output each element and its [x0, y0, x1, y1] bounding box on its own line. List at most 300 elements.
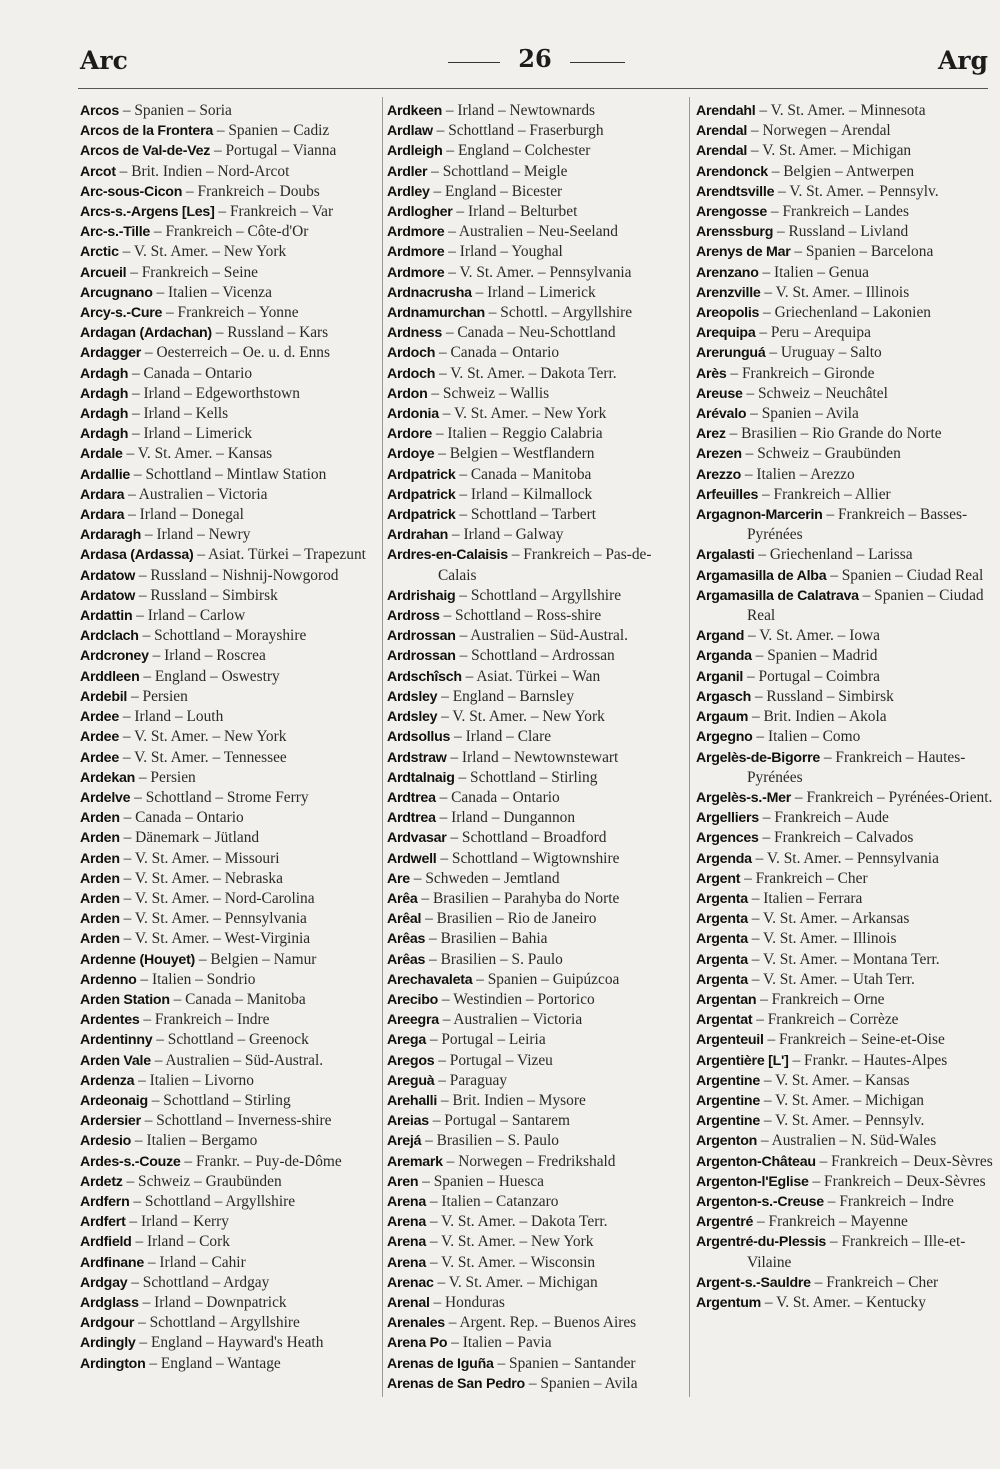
entry-location: – Canada – Ontario [435, 788, 560, 806]
entry-headword: Argenta [696, 951, 748, 968]
gazetteer-entry [696, 283, 992, 303]
entry-headword: Argalasti [696, 547, 755, 564]
entry-location: – Honduras [429, 1293, 505, 1311]
gazetteer-entry [696, 263, 992, 283]
gazetteer-entry [387, 303, 683, 323]
entry-location: – Spanien – Cadiz [212, 122, 330, 140]
entry-headword: Ardatow [80, 567, 135, 584]
gazetteer-entry [696, 1071, 992, 1091]
gazetteer-entry [387, 1030, 683, 1050]
gazetteer-entry [696, 404, 992, 424]
gazetteer-entry [696, 1192, 992, 1212]
entry-location: – Italien – Livorno [134, 1071, 254, 1089]
entry-headword: Areuse [696, 385, 743, 402]
entry-location: – Italien – Reggio Calabria [432, 425, 603, 443]
entry-location: – Norwegen – Fredrikshald [442, 1152, 616, 1170]
entry-location: – Griechenland – Lakonien [759, 304, 931, 322]
entry-location: – Schottland – Stirling [147, 1091, 291, 1109]
entry-location: – Schottland – Morayshire [138, 627, 307, 645]
entry-location: – Griechenland – Larissa [754, 546, 913, 564]
gazetteer-entry [80, 1010, 378, 1030]
gazetteer-entry [80, 970, 378, 990]
entry-headword: Ardleigh [387, 143, 443, 160]
entry-headword: Ardelve [80, 789, 131, 806]
entry-location: – V. St. Amer. – Iowa [744, 627, 880, 645]
entry-location: – V. St. Amer. – Pennsylvania [444, 263, 632, 281]
gazetteer-entry [696, 929, 992, 949]
gazetteer-entry [696, 101, 992, 121]
entry-location: – England – Wantage [145, 1354, 281, 1372]
column-1 [80, 101, 378, 1374]
entry-location: – Russland – Livland [773, 223, 909, 241]
entry-location: – Irland – Newry [141, 526, 251, 544]
entry-location: – V. St. Amer. – Kansas [759, 1071, 910, 1089]
entry-location: – Canada – Manitoba [169, 990, 306, 1008]
gazetteer-entry [80, 263, 378, 283]
entry-location: – Portugal – Coimbra [743, 667, 880, 685]
entry-location: – England – Hayward's Heath [135, 1334, 324, 1352]
entry-headword: Ardenno [80, 971, 137, 988]
entry-headword: Ardmore [387, 264, 445, 281]
entry-headword: Ardattin [80, 608, 133, 625]
entry-headword: Arden [80, 890, 120, 907]
entry-headword: Arc-s.-Tille [80, 224, 151, 241]
entry-location: – Irland – Donegal [124, 506, 244, 524]
entry-headword: Ardentes [80, 1012, 140, 1029]
entry-headword: Ardcroney [80, 648, 149, 665]
gazetteer-entry [80, 141, 378, 161]
gazetteer-entry [696, 788, 992, 808]
gazetteer-entry [696, 465, 992, 485]
entry-location: – Brasilien – Bahia [425, 930, 548, 948]
gazetteer-entry [387, 788, 683, 808]
entry-location: – Italien – Arezzo [741, 465, 855, 483]
entry-headword: Ardtrea [387, 810, 436, 827]
entry-headword: Ardenne (Houyet) [80, 951, 196, 968]
gazetteer-entry [696, 424, 992, 444]
gazetteer-entry [80, 444, 378, 464]
entry-location: – Brasilien – Parahyba do Norte [417, 889, 620, 907]
gazetteer-entry [80, 566, 378, 586]
entry-headword: Arezzo [696, 466, 742, 483]
entry-location: – Frankreich – Deux-Sèvres [808, 1172, 986, 1190]
entry-location: – Frankreich – Ille-et-Vilaine [747, 1233, 966, 1271]
entry-headword: Argamasilla de Alba [696, 567, 827, 584]
gazetteer-entry [696, 1030, 992, 1050]
entry-headword: Ardfinane [80, 1254, 144, 1271]
gazetteer-entry [387, 202, 683, 222]
entry-headword: Arenal [387, 1294, 430, 1311]
gazetteer-entry [387, 444, 683, 464]
entry-location: – V. St. Amer. – Nebraska [119, 869, 283, 887]
entry-location: – V. St. Amer. – Missouri [119, 849, 280, 867]
entry-headword: Ardagh [80, 385, 129, 402]
entry-headword: Arddleen [80, 668, 140, 685]
entry-location: – Persien [135, 768, 196, 786]
gazetteer-entry [696, 343, 992, 363]
entry-headword: Ardclach [80, 628, 139, 645]
entry-headword: Aremark [387, 1153, 443, 1170]
entry-headword: Ardmore [387, 224, 445, 241]
entry-location: – V. St. Amer. – Wisconsin [425, 1253, 596, 1271]
entry-headword: Arena Po [387, 1335, 448, 1352]
gazetteer-entry [387, 869, 683, 889]
entry-headword: Ardness [387, 325, 443, 342]
entry-headword: Arès [696, 365, 727, 382]
gazetteer-entry [80, 1232, 378, 1252]
entry-headword: Ardetz [80, 1173, 123, 1190]
entry-location: – Irland – Limerick [128, 425, 253, 443]
gazetteer-entry [696, 586, 992, 626]
gazetteer-entry [80, 586, 378, 606]
gazetteer-entry [387, 465, 683, 485]
gazetteer-entry [387, 990, 683, 1010]
gazetteer-entry [387, 1172, 683, 1192]
entry-location: – Uruguay – Salto [765, 344, 882, 362]
entry-headword: Ardagh [80, 365, 129, 382]
entry-headword: Ardglass [80, 1294, 139, 1311]
gazetteer-entry [387, 1253, 683, 1273]
entry-headword: Argenta [696, 971, 748, 988]
gazetteer-entry [80, 909, 378, 929]
gazetteer-entry [696, 1010, 992, 1030]
entry-location: – Irland – Kilmallock [455, 485, 593, 503]
entry-headword: Argenton [696, 1133, 758, 1150]
gazetteer-entry [387, 384, 683, 404]
gazetteer-entry [387, 525, 683, 545]
entry-headword: Argenteuil [696, 1032, 764, 1049]
gazetteer-entry [696, 667, 992, 687]
entry-location: – England – Colchester [442, 142, 591, 160]
entry-location: – Schottland – Ardgay [127, 1273, 270, 1291]
gazetteer-entry [696, 202, 992, 222]
gazetteer-entry [80, 1192, 378, 1212]
gazetteer-entry [696, 970, 992, 990]
entry-headword: Arehalli [387, 1092, 438, 1109]
entry-location: – Italien – Vicenza [152, 283, 272, 301]
entry-location: – Frankreich – Cher [810, 1273, 939, 1291]
running-head-right: Arg [937, 46, 988, 75]
entry-location: – Frankreich – Hautes-Pyrénées [747, 748, 966, 786]
entry-headword: Ardore [387, 426, 433, 443]
entry-location: – V. St. Amer. – Arkansas [747, 910, 910, 928]
gazetteer-entry [696, 1172, 992, 1192]
entry-location: – Spanien – Avila [524, 1374, 638, 1392]
gazetteer-entry [696, 849, 992, 869]
entry-location: – Frankreich – Pas-de-Calais [438, 546, 652, 584]
entry-headword: Areias [387, 1113, 429, 1130]
entry-headword: Ardgour [80, 1315, 135, 1332]
entry-headword: Arega [387, 1032, 426, 1049]
entry-location: – Schottland – Mintlaw Station [130, 465, 327, 483]
gazetteer-entry [80, 525, 378, 545]
entry-headword: Ardee [80, 709, 119, 726]
gazetteer-entry [696, 1293, 992, 1313]
entry-headword: Aregos [387, 1052, 435, 1069]
entry-location: – Frankreich – Seine [126, 263, 258, 281]
entry-headword: Arganil [696, 668, 744, 685]
entry-location: – Frankr. – Puy-de-Dôme [180, 1152, 342, 1170]
column-separator [382, 97, 383, 1397]
entry-headword: Ardebil [80, 688, 128, 705]
entry-headword: Arena [387, 1234, 426, 1251]
entry-headword: Arcos [80, 103, 119, 119]
entry-location: – Belgien – Namur [195, 950, 317, 968]
header-divider [78, 88, 988, 89]
entry-headword: Ardtalnaig [387, 769, 455, 786]
entry-headword: Arden Vale [80, 1052, 151, 1069]
entry-headword: Arendal [696, 143, 748, 160]
gazetteer-entry [696, 121, 992, 141]
gazetteer-entry [387, 323, 683, 343]
entry-location: – Irland – Carlow [132, 607, 246, 625]
entry-headword: Arden [80, 830, 120, 847]
entry-location: – Belgien – Antwerpen [767, 162, 915, 180]
entry-location: – V. St. Amer. – Kentucky [761, 1293, 926, 1311]
gazetteer-entry [387, 101, 683, 121]
gazetteer-entry [80, 1172, 378, 1192]
entry-location: – Frankreich – Seine-et-Oise [763, 1031, 945, 1049]
entry-location: – Russland – Kars [211, 324, 329, 342]
gazetteer-entry [696, 222, 992, 242]
entry-headword: Ardler [387, 163, 428, 180]
entry-headword: Argentat [696, 1012, 753, 1029]
entry-location: – Frankreich – Cher [740, 869, 868, 887]
entry-location: – Schottland – Argyllshire [134, 1314, 300, 1332]
entry-location: – Oesterreich – Oe. u. d. Enns [141, 344, 330, 362]
entry-headword: Ardrossan [387, 628, 456, 645]
entry-headword: Arcs-s.-Argens [Les] [80, 204, 215, 221]
entry-headword: Ardpatrick [387, 466, 456, 483]
entry-location: – Russland – Simbirsk [135, 586, 278, 604]
entry-headword: Ardtrea [387, 789, 436, 806]
entry-location: – Irland – Newtownstewart [446, 748, 619, 766]
gazetteer-entry [80, 849, 378, 869]
column-3 [696, 101, 992, 1313]
gazetteer-entry [387, 1354, 683, 1374]
entry-headword: Ardrahan [387, 527, 449, 544]
gazetteer-entry [696, 444, 992, 464]
entry-location: – Irland – Louth [118, 708, 224, 726]
entry-location: – Irland – Downpatrick [138, 1293, 287, 1311]
entry-location: – Schottland – Greenock [152, 1031, 309, 1049]
entry-location: – Frankreich – Allier [758, 485, 891, 503]
entry-location: – V. St. Amer. – New York [118, 728, 287, 746]
entry-headword: Ardsley [387, 709, 438, 726]
gazetteer-entry [387, 162, 683, 182]
gazetteer-entry [387, 1232, 683, 1252]
gazetteer-entry [696, 545, 992, 565]
gazetteer-entry [387, 808, 683, 828]
gazetteer-entry [80, 687, 378, 707]
entry-headword: Ardsollus [387, 729, 451, 746]
entry-headword: Ardee [80, 729, 119, 746]
gazetteer-entry [696, 1051, 992, 1071]
gazetteer-entry [80, 828, 378, 848]
entry-headword: Argelès-de-Bigorre [696, 749, 821, 766]
entry-location: – Asiat. Türkei – Trapezunt [193, 546, 366, 564]
entry-location: – England – Barnsley [437, 687, 575, 705]
gazetteer-entry [80, 222, 378, 242]
gazetteer-entry [387, 889, 683, 909]
entry-location: – Frankreich – Yonne [162, 304, 299, 322]
entry-headword: Arfeuilles [696, 486, 759, 503]
entry-headword: Ardmore [387, 244, 445, 261]
gazetteer-entry [80, 242, 378, 262]
entry-headword: Arerunguá [696, 345, 766, 362]
entry-headword: Argentière [L'] [696, 1052, 789, 1069]
gazetteer-entry [696, 626, 992, 646]
gazetteer-entry [80, 748, 378, 768]
entry-headword: Argenda [696, 850, 752, 867]
gazetteer-entry [696, 1212, 992, 1232]
gazetteer-entry [696, 1273, 992, 1293]
gazetteer-entry [387, 1071, 683, 1091]
entry-headword: Arêa [387, 890, 418, 907]
entry-location: – Irland – Roscrea [148, 647, 266, 665]
entry-location: – V. St. Amer. – Illinois [747, 930, 897, 948]
gazetteer-entry [696, 950, 992, 970]
entry-headword: Ardara [80, 507, 125, 524]
entry-location: – V. St. Amer. – Michigan [433, 1273, 598, 1291]
gazetteer-entry [696, 1091, 992, 1111]
gazetteer-entry [387, 748, 683, 768]
gazetteer-entry [387, 141, 683, 161]
gazetteer-entry [80, 1091, 378, 1111]
entry-location: – V. St. Amer. – New York [118, 243, 287, 261]
entry-headword: Arc-sous-Cicon [80, 183, 183, 200]
entry-headword: Ardpatrick [387, 507, 456, 524]
entry-location: – Irland – Cahir [143, 1253, 246, 1271]
gazetteer-entry [80, 1333, 378, 1353]
entry-location: – Schottland – Argyllshire [129, 1192, 296, 1210]
entry-location: – Brasilien – S. Paulo [425, 950, 563, 968]
entry-location: – Canada – Ontario [119, 809, 244, 827]
gazetteer-entry [387, 606, 683, 626]
entry-location: – Schottland – Wigtownshire [436, 849, 620, 867]
entry-headword: Arengosse [696, 204, 768, 221]
entry-headword: Aren [387, 1173, 419, 1190]
entry-location: – Canada – Ontario [435, 344, 560, 362]
entry-location: – Italien – Catanzaro [425, 1192, 559, 1210]
gazetteer-entry [696, 990, 992, 1010]
entry-location: – Norwegen – Arendal [747, 122, 891, 140]
gazetteer-entry [387, 1374, 683, 1394]
entry-location: – Australien – Victoria [438, 1011, 583, 1029]
gazetteer-entry [387, 242, 683, 262]
gazetteer-entry [80, 667, 378, 687]
entry-headword: Ardlaw [387, 123, 433, 140]
gazetteer-entry [387, 263, 683, 283]
entry-location: – Frankreich – Doubs [182, 182, 320, 200]
entry-location: – Frankreich – Basses-Pyrénées [747, 506, 968, 544]
entry-headword: Arez [696, 426, 726, 443]
entry-headword: Argentine [696, 1113, 760, 1130]
entry-location: – Irland – Clare [450, 728, 552, 746]
entry-headword: Ardagh [80, 426, 129, 443]
entry-location: – Irland – Cork [131, 1233, 230, 1251]
entry-location: – V. St. Amer. – Minnesota [755, 102, 926, 119]
gazetteer-entry [80, 343, 378, 363]
entry-headword: Ardagan (Ardachan) [80, 325, 212, 342]
gazetteer-entry [80, 283, 378, 303]
entry-headword: Ardvasar [387, 830, 447, 847]
entry-headword: Argenta [696, 931, 748, 948]
gazetteer-entry [80, 1273, 378, 1293]
column-separator [689, 97, 690, 1397]
entry-headword: Ardesio [80, 1133, 132, 1150]
gazetteer-entry [387, 404, 683, 424]
gazetteer-entry [387, 1152, 683, 1172]
gazetteer-entry [387, 586, 683, 606]
entry-location: – Schottland – Ross-shire [439, 607, 602, 625]
entry-headword: Arden [80, 931, 120, 948]
entry-location: – V. St. Amer. – West-Virginia [119, 930, 311, 948]
entry-headword: Areegra [387, 1012, 439, 1029]
entry-location: – Frankreich – Var [214, 203, 334, 221]
gazetteer-entry [387, 222, 683, 242]
gazetteer-entry [80, 646, 378, 666]
entry-headword: Arctic [80, 244, 119, 261]
entry-headword: Argagnon-Marcerin [696, 507, 823, 524]
entry-headword: Arena [387, 1214, 426, 1231]
entry-location: – V. St. Amer. – Montana Terr. [747, 950, 940, 968]
entry-headword: Arêas [387, 951, 426, 968]
gazetteer-entry [80, 1030, 378, 1050]
entry-headword: Argenta [696, 890, 748, 907]
entry-location: – V. St. Amer. – Nord-Carolina [119, 889, 315, 907]
entry-headword: Argegno [696, 729, 753, 746]
entry-location: – Persien [127, 687, 188, 705]
entry-headword: Ardekan [80, 769, 136, 786]
gazetteer-entry [387, 1333, 683, 1353]
entry-location: – Irland – Galway [448, 526, 564, 544]
gazetteer-entry [80, 707, 378, 727]
gazetteer-entry [696, 141, 992, 161]
entry-location: – Australien – Victoria [124, 485, 268, 503]
entry-location: – V. St. Amer. – New York [425, 1233, 594, 1251]
gazetteer-entry [387, 364, 683, 384]
entry-headword: Ardnamurchan [387, 305, 485, 322]
entry-headword: Arévalo [696, 406, 747, 423]
entry-headword: Ardrishaig [387, 587, 456, 604]
gazetteer-entry [80, 505, 378, 525]
gazetteer-entry [80, 990, 378, 1010]
entry-location: – Frankreich – Landes [767, 203, 909, 221]
entry-headword: Arenzville [696, 284, 761, 301]
entry-headword: Argand [696, 628, 745, 645]
entry-location: – Brit. Indien – Akola [748, 708, 887, 726]
entry-headword: Arcos de Val-de-Vez [80, 143, 211, 160]
entry-headword: Ardschîsch [387, 668, 462, 685]
entry-location: – Paraguay [434, 1071, 508, 1089]
gazetteer-entry [696, 869, 992, 889]
gazetteer-entry [696, 727, 992, 747]
gazetteer-entry [80, 364, 378, 384]
entry-location: – Schottland – Ardrossan [455, 647, 615, 665]
entry-headword: Arden [80, 810, 120, 827]
entry-headword: Arden Station [80, 991, 170, 1008]
entry-location: – Frankreich – Indre [139, 1011, 270, 1029]
entry-location: – Schottland – Fraserburgh [432, 122, 604, 140]
entry-headword: Ardeonaig [80, 1092, 148, 1109]
gazetteer-entry [387, 1293, 683, 1313]
gazetteer-entry [387, 1051, 683, 1071]
entry-headword: Ardaragh [80, 527, 142, 544]
entry-headword: Ardstraw [387, 749, 447, 766]
entry-headword: Arcueil [80, 264, 127, 281]
entry-location: – V. St. Amer. – Pennsylvania [751, 849, 939, 867]
